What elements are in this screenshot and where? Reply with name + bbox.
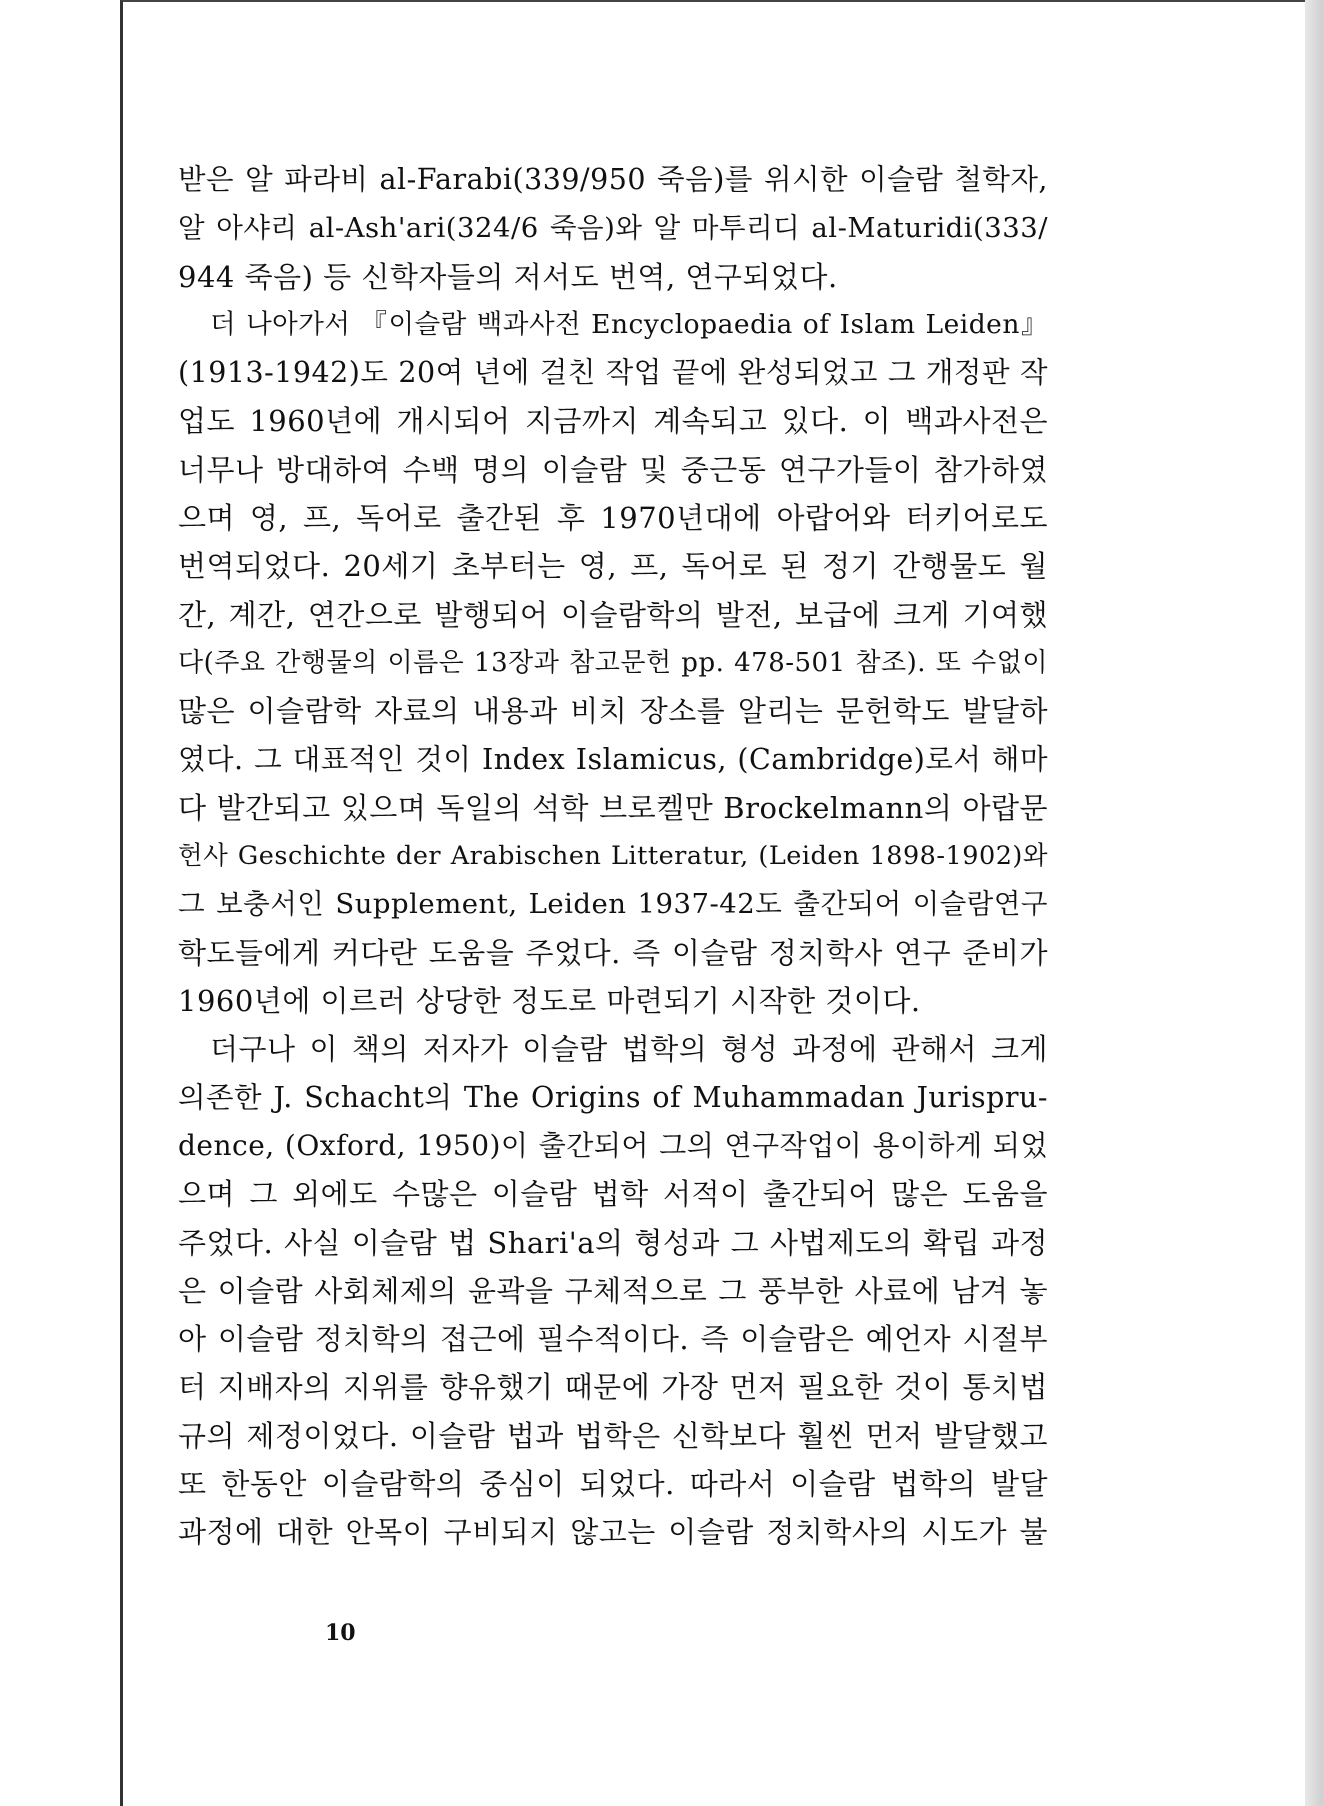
page-number: 10 — [325, 1620, 356, 1646]
text-line: 주었다. 사실 이슬람 법 Shari'a의 형성과 그 사법제도의 확립 과정 — [178, 1225, 1048, 1260]
text-line: 였다. 그 대표적인 것이 Index Islamicus, (Cambridge)로서 해마 — [178, 742, 1048, 776]
text-line: 의존한 J. Schacht의 The Origins of Muhammadan Jurispru- — [178, 1080, 1048, 1114]
text-line: dence, (Oxford, 1950)이 출간되어 그의 연구작업이 용이하게 되었 — [178, 1128, 1048, 1162]
text-line: 1960년에 이르러 상당한 정도로 마련되기 시작한 것이다. — [178, 984, 921, 1019]
text-line: 다(주요 간행물의 이름은 13장과 참고문헌 pp. 478-501 참조). 또 수없이 — [178, 647, 1048, 678]
text-line: 많은 이슬람학 자료의 내용과 비치 장소를 알리는 문헌학도 발달하 — [178, 694, 1048, 729]
text-line: 더 나아가서 『이슬람 백과사전 Encyclopaedia of Islam Leiden』 — [210, 308, 1048, 340]
text-line: 너무나 방대하여 수백 명의 이슬람 및 중근동 연구가들이 참가하였 — [178, 452, 1048, 487]
text-line: 과정에 대한 안목이 구비되지 않고는 이슬람 정치학사의 시도가 불 — [178, 1515, 1048, 1550]
text-line: 으며 그 외에도 수많은 이슬람 법학 서적이 출간되어 많은 도움을 — [178, 1177, 1048, 1212]
body-text — [178, 156, 1048, 1557]
text-line: 은 이슬람 사회체제의 윤곽을 구체적으로 그 풍부한 사료에 남겨 놓 — [178, 1273, 1048, 1308]
text-line: 규의 제정이었다. 이슬람 법과 법학은 신학보다 훨씬 먼저 발달했고 — [178, 1418, 1048, 1453]
text-line: 944 죽음) 등 신학자들의 저서도 번역, 연구되었다. — [178, 259, 838, 294]
text-line: 학도들에게 커다란 도움을 주었다. 즉 이슬람 정치학사 연구 준비가 — [178, 935, 1048, 970]
text-line: 받은 알 파라비 al-Farabi(339/950 죽음)를 위시한 이슬람 철학자, — [178, 163, 1048, 196]
text-line: 업도 1960년에 개시되어 지금까지 계속되고 있다. 이 백과사전은 — [178, 404, 1048, 439]
text-line: 터 지배자의 지위를 향유했기 때문에 가장 먼저 필요한 것이 통치법 — [178, 1370, 1048, 1405]
text-line: 헌사 Geschichte der Arabischen Litteratur, (Leiden 1898-1902)와 — [178, 841, 1048, 872]
text-line: 아 이슬람 정치학의 접근에 필수적이다. 즉 이슬람은 예언자 시절부 — [178, 1322, 1048, 1357]
text-line: (1913-1942)도 20여 년에 걸친 작업 끝에 완성되었고 그 개정판 작 — [178, 356, 1048, 390]
text-line: 알 아샤리 al-Ash'ari(324/6 죽음)와 알 마투리디 al-Maturidi(333/ — [178, 212, 1048, 245]
text-line: 번역되었다. 20세기 초부터는 영, 프, 독어로 된 정기 간행물도 월 — [178, 549, 1048, 584]
text-line: 또 한동안 이슬람학의 중심이 되었다. 따라서 이슬람 법학의 발달 — [178, 1467, 1048, 1502]
text-line: 그 보충서인 Supplement, Leiden 1937-42도 출간되어 이슬람연구 — [178, 888, 1048, 921]
text-line: 다 발간되고 있으며 독일의 석학 브로켈만 Brockelmann의 아랍문 — [178, 790, 1048, 825]
page-margin-left — [0, 0, 120, 1806]
text-line: 간, 계간, 연간으로 발행되어 이슬람학의 발전, 보급에 크게 기여했 — [178, 597, 1048, 632]
text-line: 으며 영, 프, 독어로 출간된 후 1970년대에 아랍어와 터키어로도 — [178, 501, 1048, 536]
text-line: 더구나 이 책의 저자가 이슬람 법학의 형성 과정에 관해서 크게 — [210, 1032, 1048, 1067]
page-edge-right — [1305, 0, 1323, 1806]
